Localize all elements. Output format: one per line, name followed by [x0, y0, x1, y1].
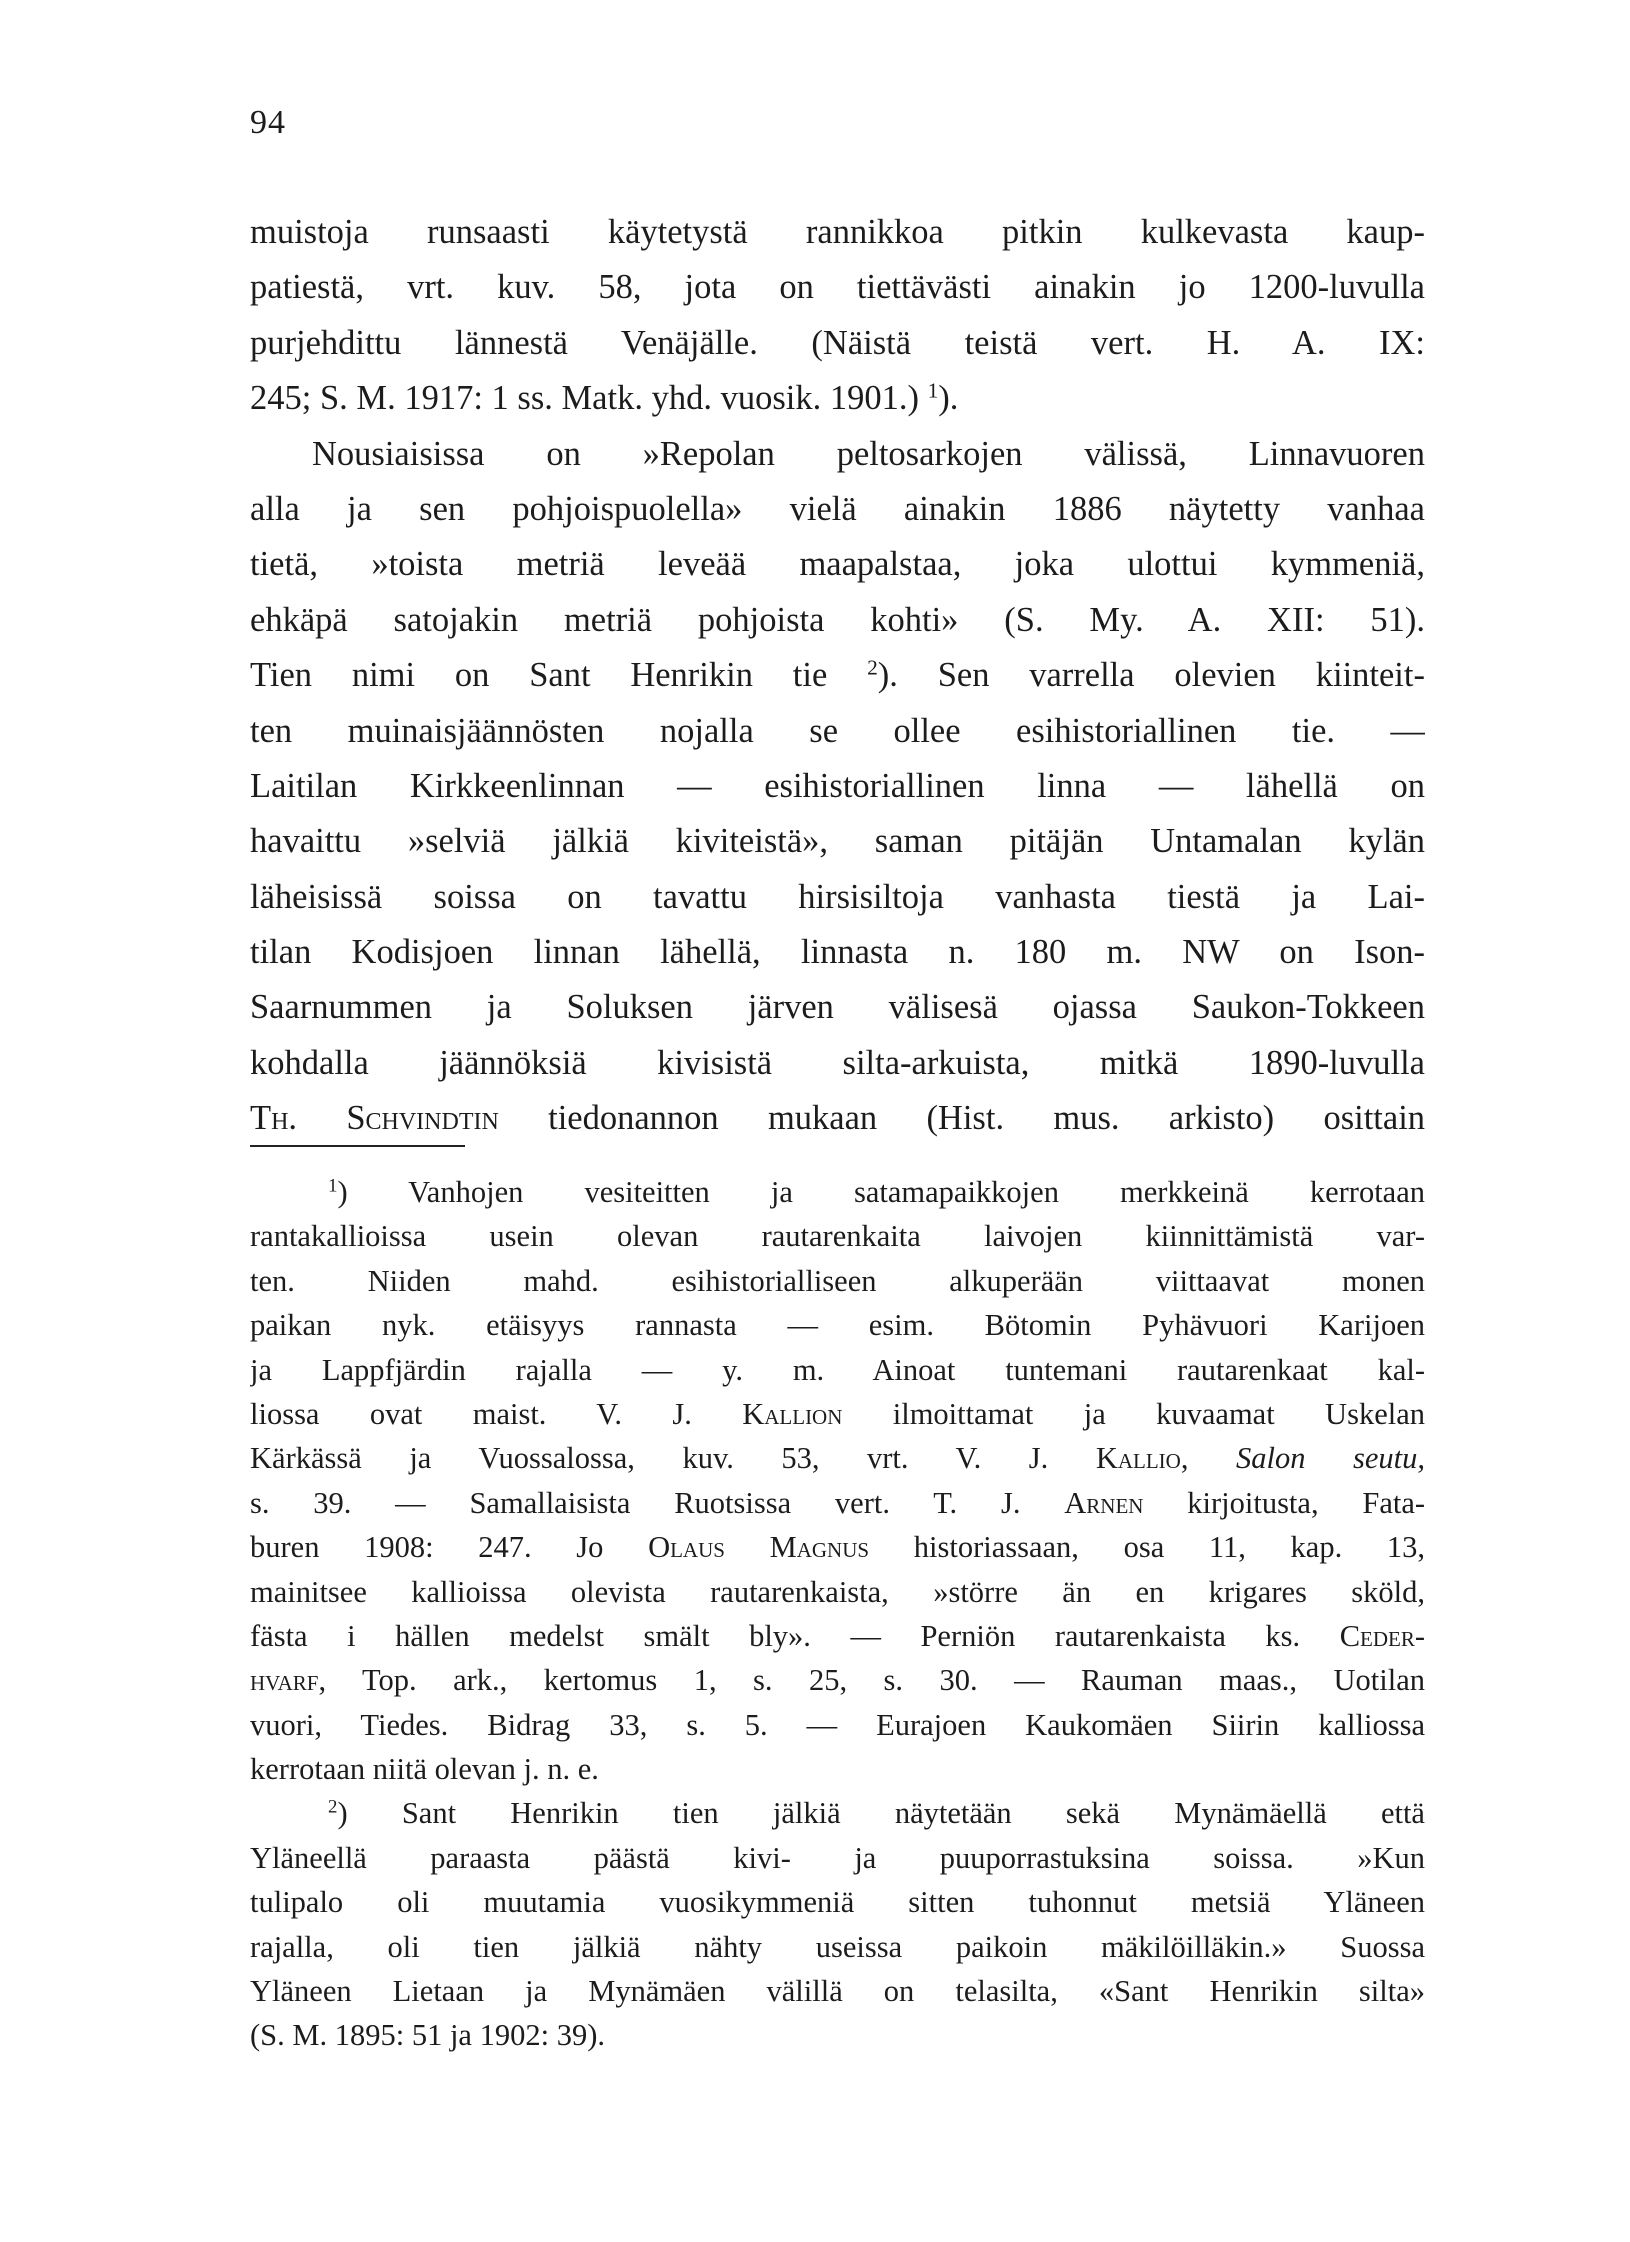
text-line: muistoja runsaasti käytetystä rannikkoa pitkin kulkevasta kaup-	[250, 213, 1425, 251]
footnote-line: vuori, Tiedes. Bidrag 33, s. 5. — Eurajoen Kaukomäen Siirin kalliossa	[250, 1707, 1425, 1742]
footnote-text: kirjoitusta, Fata-	[1187, 1485, 1425, 1520]
text-line: patiestä, vrt. kuv. 58, jota on tiettävästi ainakin jo 1200-luvulla	[250, 268, 1425, 307]
author-name: Kallio	[1095, 1441, 1181, 1476]
footnote-line: kerrotaan niitä olevan j. n. e.	[250, 1752, 599, 1787]
footnote-text: fästa i hällen medelst smält bly». — Perniön rautarenkaista ks.	[250, 1618, 1301, 1653]
footnote-divider	[250, 1145, 465, 1147]
footnote-text: ilmoittamat ja kuvaamat Uskelan	[892, 1396, 1425, 1431]
footnote-1: $^1$) Vanhojen vesiteitten ja satamapaikkojen merkkeinä kerrotaan	[328, 1175, 1425, 1209]
page-number: 94	[250, 104, 286, 141]
footnote-text: historiassaan, osa 11, kap. 13,	[913, 1530, 1425, 1565]
footnote-marker-1: 1	[328, 1175, 338, 1197]
text-line: alla ja sen pohjoispuolella» vielä ainakin 1886 näytetty vanhaa	[250, 489, 1425, 528]
text-line: Tien nimi on Sant Henrikin tie $^2$). Sen varrella olevien kiinteit-	[250, 655, 1425, 695]
footnote-line: rajalla, oli tien jälkiä nähty useissa paikoin mäkilöilläkin.» Suossa	[250, 1929, 1425, 1964]
author-name: Olaus Magnus	[648, 1530, 870, 1565]
footnote-line: ja Lappfjärdin rajalla — y. m. Ainoat tuntemani rautarenkaat kal-	[250, 1352, 1425, 1387]
text-line: Saarnummen ja Soluksen järven välisesä ojassa Saukon-Tokkeen	[250, 988, 1425, 1027]
footnote-text: buren 1908: 247. Jo	[250, 1530, 604, 1565]
text-line: läheisissä soissa on tavattu hirsisiltoja vanhasta tiestä ja Lai-	[250, 877, 1425, 916]
text-line: ehkäpä satojakin metriä pohjoista kohti» (S. My. A. XII: 51).	[250, 600, 1425, 639]
footnote-2: $^2$) Sant Henrikin tien jälkiä näytetään sekä Mynämäellä että	[328, 1796, 1425, 1831]
footnote-text: Top. ark., kertomus 1, s. 25, s. 30. — Rauman maas., Uotilan	[362, 1663, 1425, 1698]
footnote-text: s. 39. — Samallaisista Ruotsissa vert. T. J.	[250, 1485, 1021, 1520]
text-line: ten muinaisjäännösten nojalla se ollee esihistoriallinen tie. —	[250, 711, 1425, 750]
footnote-text: Kärkässä ja Vuossalossa, kuv. 53, vrt. V. J.	[250, 1441, 1049, 1476]
footnote-ref-2: 2	[867, 655, 878, 680]
text-line: kohdalla jäännöksiä kivisistä silta-arkuista, mitkä 1890-luvulla	[250, 1043, 1425, 1082]
footnote-text: Vanhojen vesiteitten ja satamapaikkojen merkkeinä kerrotaan	[408, 1175, 1425, 1209]
book-title: Salon seutu,	[1236, 1441, 1425, 1476]
footnotes	[250, 1170, 1425, 2058]
author-name: Th. Schvindtin	[250, 1099, 499, 1138]
author-name: Kallion	[742, 1396, 843, 1431]
footnote-line	[250, 1481, 1425, 1525]
footnote-line	[250, 1525, 1425, 1569]
text-line: havaittu »selviä jälkiä kiviteistä», saman pitäjän Untamalan kylän	[250, 822, 1425, 861]
footnote-ref-1: 1	[927, 378, 939, 403]
author-name: Ceder-	[1339, 1618, 1425, 1653]
footnote-text: liossa ovat maist. V. J.	[250, 1396, 692, 1431]
footnote-line: rantakallioissa usein olevan rautarenkaita laivojen kiinnittämistä var-	[250, 1219, 1425, 1254]
text-line: Laitilan Kirkkeenlinnan — esihistoriallinen linna — lähellä on	[250, 766, 1425, 805]
footnote-line: mainitsee kallioissa olevista rautarenkaista, »större än en krigares sköld,	[250, 1574, 1425, 1609]
footnote-marker-2: 2	[328, 1797, 338, 1819]
text-line: purjehdittu lännestä Venäjälle. (Näistä teistä vert. H. A. IX:	[250, 323, 1425, 362]
text-segment: tiedonannon mukaan (Hist. mus. arkisto) osittain	[548, 1099, 1425, 1138]
footnote-line: Yläneen Lietaan ja Mynämäen välillä on telasilta, «Sant Henrikin silta»	[250, 1974, 1425, 2009]
main-text	[250, 205, 1425, 1147]
author-name: Arnen	[1064, 1485, 1144, 1520]
footnote-text: Sant Henrikin tien jälkiä näytetään sekä Mynämäellä että	[401, 1796, 1425, 1831]
footnote-line: Kärkässä ja Vuossalossa, kuv. 53, vrt. V. J. Kallio, Salon seutu,	[250, 1441, 1425, 1476]
footnote-line: tulipalo oli muutamia vuosikymmeniä sitten tuhonnut metsiä Yläneen	[250, 1885, 1425, 1920]
text-line	[250, 1091, 1425, 1146]
footnote-line: paikan nyk. etäisyys rannasta — esim. Bötomin Pyhävuori Karijoen	[250, 1308, 1425, 1343]
footnote-line	[250, 1658, 1425, 1702]
paragraph-start: Nousiaisissa on »Repolan peltosarkojen välissä, Linnavuoren	[312, 434, 1425, 473]
text-line: 245; S. M. 1917: 1 ss. Matk. yhd. vuosik. 1901.) $^1$).	[250, 378, 959, 418]
text-line: tilan Kodisjoen linnan lähellä, linnasta n. 180 m. NW on Ison-	[250, 933, 1425, 972]
footnote-line	[250, 1392, 1425, 1436]
text-segment: Tien nimi on Sant Henrikin tie	[250, 656, 828, 695]
author-name: hvarf,	[250, 1663, 327, 1698]
text-line: tietä, »toista metriä leveää maapalstaa, joka ulottui kymmeniä,	[250, 545, 1425, 584]
footnote-line: ten. Niiden mahd. esihistorialliseen alkuperään viittaavat monen	[250, 1263, 1425, 1298]
footnote-line: (S. M. 1895: 51 ja 1902: 39).	[250, 2018, 605, 2053]
footnote-line: Yläneellä paraasta päästä kivi- ja puuporrastuksina soissa. »Kun	[250, 1840, 1425, 1875]
text-segment: Sen varrella olevien kiinteit-	[937, 656, 1425, 695]
footnote-line	[250, 1614, 1425, 1658]
text-segment: 245; S. M. 1917: 1 ss. Matk. yhd. vuosik. 1901.)	[250, 379, 919, 418]
